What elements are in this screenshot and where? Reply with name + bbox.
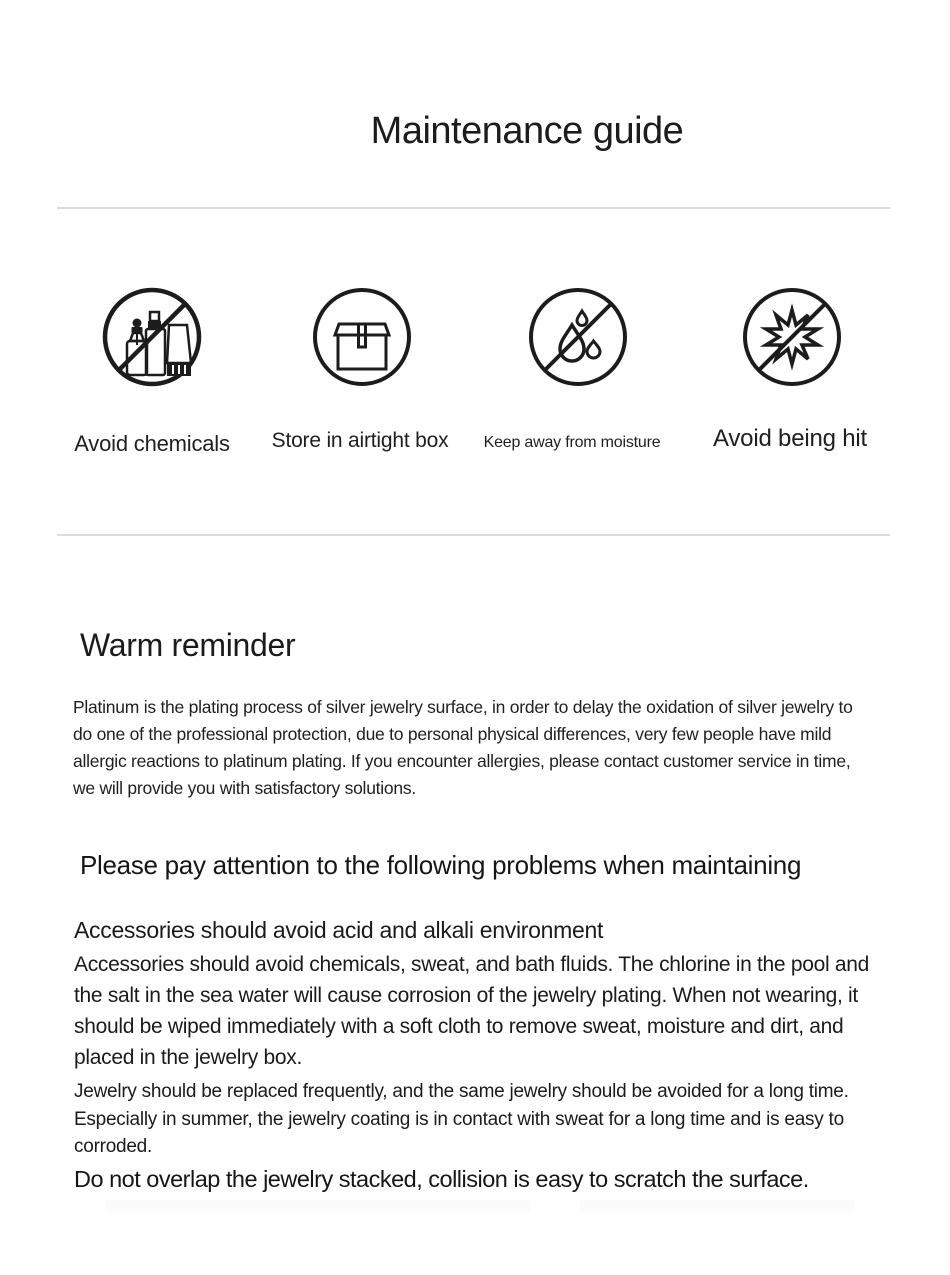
warm-reminder-heading: Warm reminder <box>80 627 296 663</box>
faint-artifact-band-right <box>580 1200 855 1213</box>
care-label-avoid-being-hit: Avoid being hit <box>712 425 868 452</box>
acid-alkali-subheading: Accessories should avoid acid and alkali environment <box>74 917 604 943</box>
replace-frequently-paragraph: Jewelry should be replaced frequently, and the same jewelry should be avoided for a long time. Especially in summer, the jewelry coating is in contact with sweat for a long time and is easy to corroded. <box>74 1081 849 1157</box>
divider-top <box>57 207 890 209</box>
divider-middle <box>57 534 890 536</box>
no-overlap-paragraph: Do not overlap the jewelry stacked, collision is easy to scratch the surface. <box>74 1166 809 1192</box>
page-title: Maintenance guide <box>370 110 684 152</box>
care-label-airtight-box: Store in airtight box <box>271 429 449 452</box>
no-impact-icon <box>740 285 844 389</box>
no-moisture-icon <box>526 285 630 389</box>
attention-heading: Please pay attention to the following problems when maintaining <box>80 850 802 880</box>
care-label-keep-away-moisture: Keep away from moisture <box>483 434 661 451</box>
faint-artifact-band-left <box>105 1200 530 1213</box>
airtight-box-icon <box>310 285 414 389</box>
care-label-avoid-chemicals: Avoid chemicals <box>74 431 230 456</box>
warm-reminder-body: Platinum is the plating process of silver jewelry surface, in order to delay the oxidation of silver jewelry to do one of the professional protection, due to personal physical differences, very few people have mild allergic reactions to platinum plating. If you encounter allergies, please contact customer service in time, we will provide you with satisfactory solutions. <box>73 697 853 798</box>
no-chemicals-icon <box>100 285 204 389</box>
acid-alkali-paragraph: Accessories should avoid chemicals, sweat, and bath fluids. The chlorine in the pool and the salt in the sea water will cause corrosion of the jewelry plating. When not wearing, it should be wiped immediately with a soft cloth to remove sweat, moisture and dirt, and placed in the jewelry box. <box>74 953 870 1069</box>
